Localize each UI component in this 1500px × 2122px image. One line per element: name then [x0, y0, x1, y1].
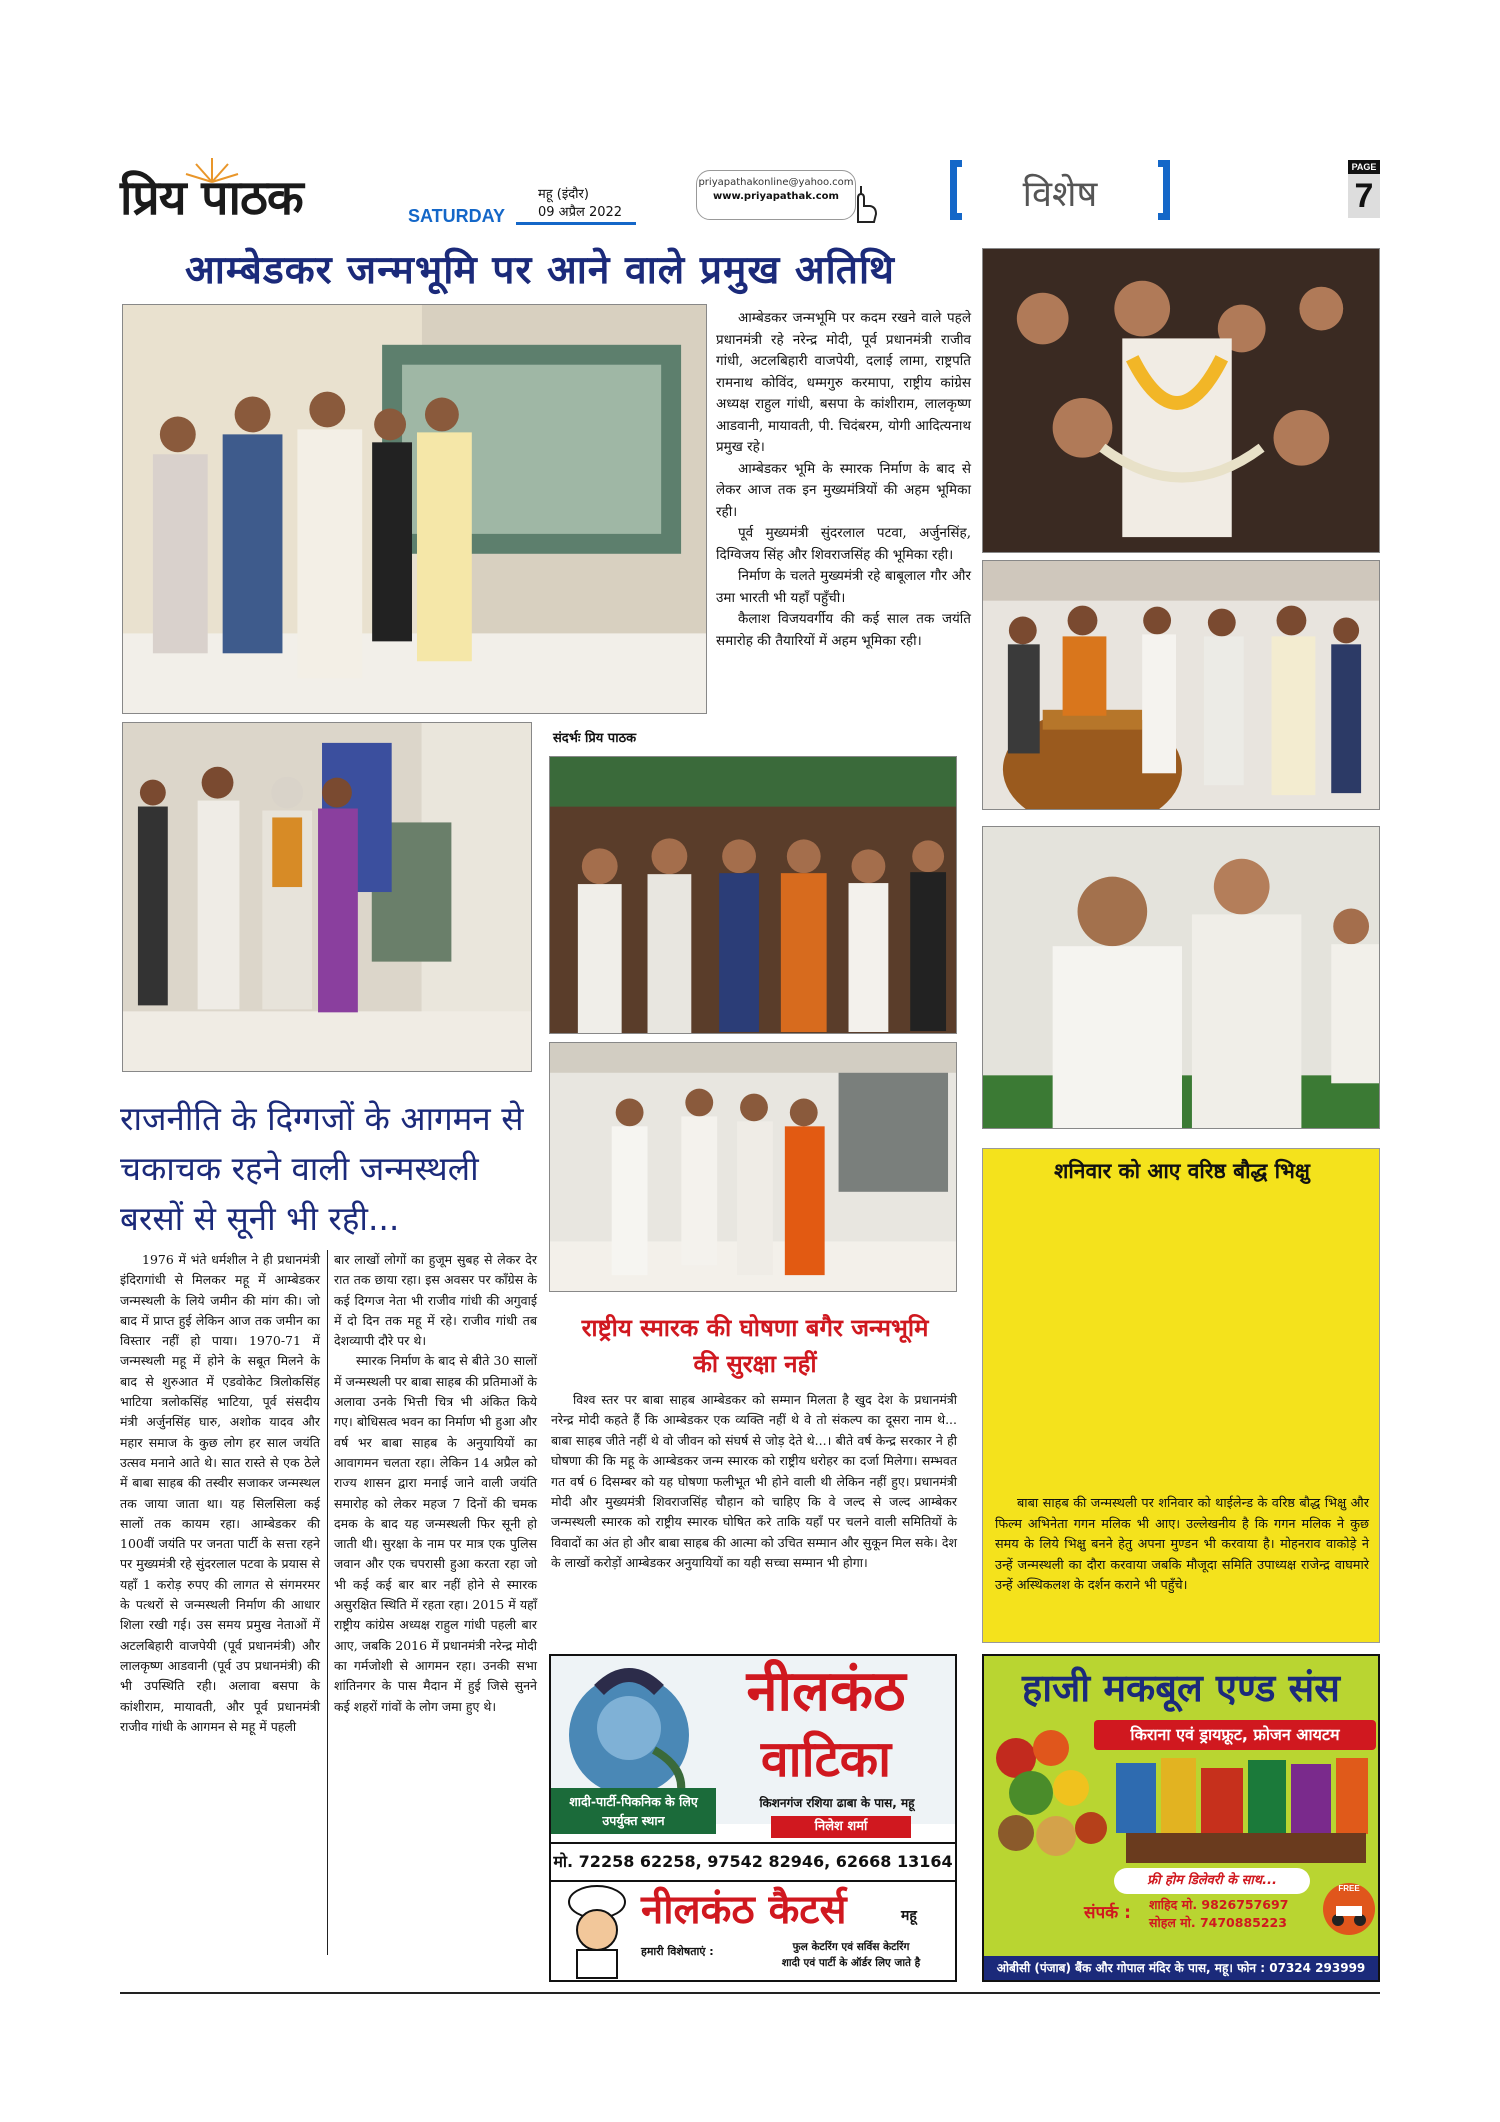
photo-credit: संदर्भः प्रिय पाठक: [553, 731, 637, 746]
column-divider: [327, 1250, 328, 1955]
ad-specialty-2: शादी एवं पार्टी के ऑर्डर लिए जाते है: [781, 1957, 921, 1969]
monk-box: [982, 1148, 1380, 1643]
ad-haji-contact-2: सोहल मो. 7470885223: [1149, 1915, 1287, 1930]
story-column-2: [334, 1250, 537, 1960]
intro-paragraph: आम्बेडकर भूमि के स्मारक निर्माण के बाद से लेकर आज तक इन मुख्यमंत्रियों की अहम भूमिका रही।: [716, 460, 971, 520]
day-label: SATURDAY: [408, 206, 506, 226]
story-paragraph: स्मारक निर्माण के बाद से बीते 30 सालों में जन्मस्थली पर बाबा साहब की प्रतिमाओं के अलावा उनके भित्ती चित्र भी अंकित किये गए। बोधिसत्व भवन का निर्माण भी हुआ और वर्ष भर बाबा साहब के अनुयायियों का आवागमन चलता रहा। लेकिन 14 अप्रैल को राज्य शासन द्वारा मनाई जाने वाली जयंति समारोह को लेकर महज 7 दिनों की चमक दमक के बाद यह जन्मस्थली फिर सूनी हो जाती थी। सुरक्षा के नाम पर मात्र एक पुलिस जवान और एक चपरासी हुआ करता रहा जो भी कई कई बार बार नहीं होने से स्मारक असुरक्षित स्थिति में रहता रहा। 2015 में यहाँ राष्ट्रीय कांग्रेस अध्यक्ष राहुल गांधी पहली बार आए, जबकि 2016 में प्रधानमंत्री नरेन्द्र मोदी का गर्मजोशी से आगमन रहा। उनकी सभा शांतिनगर के पास मैदान में हुई जिसे सुनने कई शहरों गांवों के लोग जमा हुए थे।: [334, 1353, 537, 1714]
masthead: [120, 150, 1380, 240]
story-paragraph: 1976 में भंते धर्मशील ने ही प्रधानमंत्री इंदिरागांधी से मिलकर महू में आम्बेडकर जन्मस्थली के लिये जमीन की मांग की। जो बाद में प्राप्त हुई लेकिन आज तक जमीन का विस्तार नहीं हो पाया। 1970-71 में जन्मस्थली महू में होने के सबूत मिलने के बाद से शुरुआत में एडवोकेट त्रिलोकसिंह भाटिया त्रलोकसिंह भाटिया, पूर्व संसदीय मंत्री अर्जुनसिंह घारु, अशोक यादव और महार समाज के कुछ लोग हर साल जयंति उत्सव मनाने आते थे। सात रास्ते से एक ठेले में बाबा साहब की तस्वीर सजाकर जन्मस्थल तक जाया जाता था। यह सिलसिला कई सालों तक कायम रहा। आम्बेडकर की 100वीं जयंति पर जनता पार्टी के सत्ता रहने पर मुख्यमंत्री रहे सुंदरलाल पटवा के प्रयास से यहाँ 1 करोड़ रुपए की लागत से संगमरमर के पत्थरों से जन्मस्थली निर्माण की आधार शिला रखी गई। उस समय प्रमुख नेताओं में अटलबिहारी वाजपेयी (पूर्व प्रधानमंत्री) और लालकृष्ण आडवानी (पूर्व उप प्रधानमंत्री) की भी उपस्थिति रही। अलावा बसपा के कांशीराम, मायावती, और पूर्व प्रधानमंत्री राजीव गांधी के आगमन से महू में पहली: [120, 1252, 320, 1734]
ad-caterers-place: महू: [901, 1908, 917, 1924]
ad-neelkanth-divider: [551, 1842, 955, 1844]
photo-monks-leaders-crowd: [549, 756, 957, 1034]
page-label: PAGE: [1348, 160, 1380, 174]
masthead-logo: [120, 160, 370, 230]
memorial-headline: राष्ट्रीय स्मारक की घोषणा बगैर जन्मभूमि की सुरक्षा नहीं: [581, 1313, 929, 1378]
ad-haji-makbool: [982, 1654, 1380, 1982]
groceries-illustration-icon: [986, 1718, 1376, 1868]
ad-neelkanth-owner: निलेश शर्मा: [771, 1816, 911, 1838]
ad-haji-title: हाजी मकबूल एण्ड संस: [1022, 1666, 1340, 1710]
intro-text: [716, 308, 971, 753]
ad-specialty-label: हमारी विशेषताएं :: [641, 1945, 714, 1958]
hand-cursor-icon: [850, 184, 880, 224]
page-number: 7: [1348, 174, 1380, 218]
intro-paragraph: कैलाश विजयवर्गीय की कई साल तक जयंति समारोह की तैयारियों में अहम भूमिका रही।: [716, 611, 971, 649]
ad-neelkanth-title-1: नीलकंठ: [746, 1659, 906, 1724]
intro-paragraph: निर्माण के चलते मुख्यमंत्री रहे बाबूलाल गौर और उमा भारती भी यहाँ पहुँची।: [716, 568, 971, 606]
main-headline: आम्बेडकर जन्मभूमि पर आने वाले प्रमुख अतिथि: [185, 247, 895, 293]
photo-pm-modi-visit: [122, 722, 532, 1072]
ad-neelkanth-phones: मो. 72258 62258, 97542 82946, 62668 13164: [553, 1852, 953, 1871]
date: 09 अप्रैल 2022: [538, 205, 623, 220]
ad-neelkanth: [549, 1654, 957, 1982]
monk-box-title: शनिवार को आए वरिष्ठ बौद्ध भिक्षु: [1054, 1159, 1310, 1183]
ad-specialty-1: फुल केटरिंग एवं सर्विस केटरिंग: [792, 1941, 910, 1953]
ad-neelkanth-tagline: शादी-पार्टी-पिकनिक के लिए उपर्युक्त स्थान: [551, 1788, 716, 1834]
ad-haji-subtitle: किराना एवं ड्रायफ्रूट, फ्रोजन आयटम: [1094, 1720, 1376, 1750]
ad-caterers-name: नीलकंठ कैटर्स: [641, 1887, 847, 1933]
memorial-text: विश्व स्तर पर बाबा साहब आम्बेडकर को सम्मान मिलता है खुद देश के प्रधानमंत्री नरेन्द्र मोदी कहते हैं कि आम्बेडकर एक व्यक्ति नहीं थे वे तो संकल्प का दूसरा नाम थे... बाबा साहब जीते नहीं थे वो जीवन को संघर्ष से जोड़ देते थे...। बीते वर्ष केन्द्र सरकार ने ही घोषणा की कि महू के आम्बेडकर जन्म स्मारक को राष्ट्रीय धरोहर का दर्जा मिलेगा। सम्भवत गत वर्ष 6 दिसम्बर को यह घोषणा फलीभूत भी होने वाली थी लेकिन नहीं हुए। प्रधानमंत्री मोदी और मुख्यमंत्री शिवराजसिंह चौहान को चाहिए कि वे जल्द से जल्द आम्बेकर जन्मस्थली स्मारक को राष्ट्रीय स्मारक घोषित करे ताकि यहाँ पर चलने वाली समितियों के विवादों का अंत हो और बाबा साहब की आत्मा को उचित सम्मान और सुकून मिल सके। देश के लाखों करोड़ों आम्बेडकर अनुयायियों का यही सच्चा सम्मान भी होगा।: [551, 1392, 957, 1571]
photo-garland-crowd: [982, 248, 1380, 553]
contact-box: [696, 170, 856, 220]
intro-paragraph: आम्बेडकर जन्मभूमि पर कदम रखने वाले पहले प्रधानमंत्री रहे नरेन्द्र मोदी, पूर्व प्रधानमंत्री राजीव गांधी, अटलबिहारी वाजपेयी, दलाई लामा, राष्ट्रपति रामनाथ कोविंद, धम्मगुरु करमापा, राष्ट्रीय कांग्रेस अध्यक्ष राहुल गांधी, बसपा के कांशीराम, लालकृष्ण आडवानी, मायावती, पी. चिदंबरम, योगी आदित्यनाथ प्रमुख रहे।: [716, 310, 971, 455]
ad-haji-delivery: फ्री होम डिलेवरी के साथ...: [1114, 1868, 1310, 1894]
logo-text: प्रिय पाठक: [120, 170, 303, 226]
story-column-1: [120, 1250, 320, 1960]
email[interactable]: priyapathakonline@yahoo.com: [698, 177, 854, 188]
section-name: विशेष: [1022, 174, 1098, 215]
website[interactable]: www.priyapathak.com: [713, 191, 839, 202]
photo-president-visit: [122, 304, 707, 714]
story-paragraph: बार लाखों लोगों का हुजूम सुबह से लेकर देर रात तक छाया रहा। इस अवसर पर कॉंग्रेस के कई दिग्गज नेता भी राजीव गांधी की अगुवाई में दो दिन तक महू में रहे। राजीव गांधी तब देशव्यापी दौरे पर थे।: [334, 1252, 537, 1349]
place: महू (इंदौर): [538, 187, 589, 202]
ad-haji-badge: FREE: [1338, 1884, 1360, 1893]
monk-box-text: बाबा साहब की जन्मस्थली पर शनिवार को थाईलेन्ड के वरिष्ठ बौद्ध भिक्षु और फिल्म अभिनेता गगन मलिक भी आए। उल्लेखनीय है कि गगन मलिक ने कुछ समय के लिये भिक्षु बनने हेतु अपना मुण्डन भी करवाया है। मोहनराव वाकोड़े ने उन्हें जन्मस्थली का दौरा करवाया जबकि मौजूदा समिति उपाध्यक्ष राजेन्द्र वाघमारे उन्हें अस्थिकलश के दर्शन कराने भी पहुँचे।: [995, 1496, 1369, 1593]
photo-digvijay-scindia: [982, 826, 1380, 1129]
page-number-box: [1348, 160, 1380, 226]
ad-neelkanth-title-2: वाटिका: [760, 1730, 892, 1788]
photo-chidambaram-visit: [549, 1042, 957, 1292]
section-label: [950, 160, 1170, 224]
photo-rahul-gandhi-visit: [982, 560, 1380, 810]
intro-paragraph: पूर्व मुख्यमंत्री सुंदरलाल पटवा, अर्जुनसिंह, दिग्विजय सिंह और शिवराजसिंह की भूमिका रही।: [716, 525, 971, 563]
chef-icon: [557, 1882, 637, 1982]
sub-headline: राजनीति के दिग्गजों के आगमन से चकाचक रहने वाली जन्मस्थली बरसों से सूनी भी रही...: [120, 1099, 524, 1238]
ad-haji-contact-label: संपर्क :: [1084, 1903, 1131, 1923]
ad-haji-contact-1: शाहिद मो. 9826757697: [1149, 1897, 1289, 1912]
ad-haji-footer: ओबीसी (पंजाब) बैंक और गोपाल मंदिर के पास, महू। फोन : 07324 293999: [984, 1956, 1378, 1980]
ad-neelkanth-address: किशनगंज रशिया ढाबा के पास, महू: [759, 1796, 915, 1810]
page-bottom-rule: [120, 1992, 1380, 1994]
place-date: [538, 186, 668, 236]
